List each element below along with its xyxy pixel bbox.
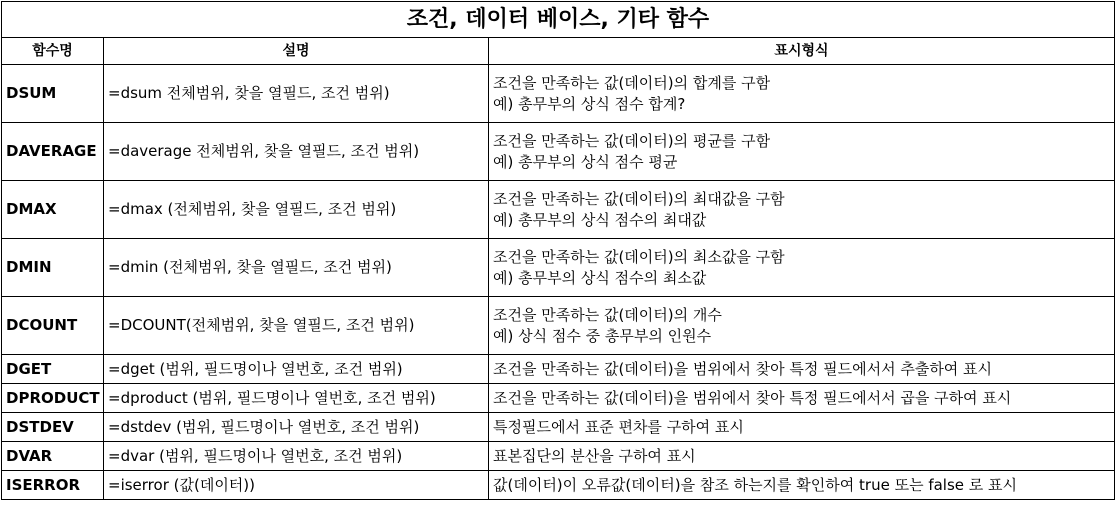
table-row [2, 65, 1115, 123]
display-line: 조건을 만족하는 값(데이터)을 범위에서 찾아 특정 필드에서서 추출하여 표시 [493, 359, 993, 378]
function-syntax-cell: =dsum 전체범위, 찾을 열필드, 조건 범위) [104, 65, 489, 123]
display-line: 조건을 만족하는 값(데이터)의 최소값을 구함 [493, 247, 785, 266]
header-name: 함수명 [2, 38, 104, 65]
display-line: 예) 총무부의 상식 점수 평균 [493, 152, 678, 171]
function-reference-sheet [1, 1, 1116, 519]
function-name-cell: DCOUNT [2, 297, 104, 355]
function-display-cell [489, 442, 1115, 471]
function-name-cell: DPRODUCT [2, 384, 104, 413]
table-row [2, 297, 1115, 355]
function-display-cell [489, 239, 1115, 297]
table-row [2, 239, 1115, 297]
display-line: 조건을 만족하는 값(데이터)의 합계를 구함 [493, 73, 771, 92]
header-syntax: 설명 [104, 38, 489, 65]
table-row [2, 181, 1115, 239]
display-line: 예) 상식 점수 중 총무부의 인원수 [493, 326, 712, 345]
table-row [2, 413, 1115, 442]
function-name-cell: DGET [2, 355, 104, 384]
function-syntax-cell: =dvar (범위, 필드명이나 열번호, 조건 범위) [104, 442, 489, 471]
function-name-cell: DSUM [2, 65, 104, 123]
function-name-cell: DMAX [2, 181, 104, 239]
function-name-cell: ISERROR [2, 471, 104, 500]
function-syntax-cell: =dmax (전체범위, 찾을 열필드, 조건 범위) [104, 181, 489, 239]
function-syntax-cell: =dmin (전체범위, 찾을 열필드, 조건 범위) [104, 239, 489, 297]
function-display-cell [489, 355, 1115, 384]
table-row [2, 355, 1115, 384]
display-line: 예) 총무부의 상식 점수의 최소값 [493, 268, 707, 287]
function-syntax-cell: =iserror (값(데이터)) [104, 471, 489, 500]
function-syntax-cell: =dproduct (범위, 필드명이나 열번호, 조건 범위) [104, 384, 489, 413]
function-name-cell: DVAR [2, 442, 104, 471]
table-row [2, 384, 1115, 413]
table-row [2, 123, 1115, 181]
display-line: 예) 총무부의 상식 점수의 최대값 [493, 210, 707, 229]
display-line: 조건을 만족하는 값(데이터)의 개수 [493, 305, 722, 324]
function-name-cell: DSTDEV [2, 413, 104, 442]
function-display-cell [489, 471, 1115, 500]
display-line: 표본집단의 분산을 구하여 표시 [493, 446, 696, 465]
function-display-cell [489, 65, 1115, 123]
function-display-cell [489, 123, 1115, 181]
function-syntax-cell: =dget (범위, 필드명이나 열번호, 조건 범위) [104, 355, 489, 384]
table-title: 조건, 데이터 베이스, 기타 함수 [2, 2, 1115, 38]
table-body [2, 65, 1115, 500]
table-row [2, 442, 1115, 471]
display-line: 조건을 만족하는 값(데이터)을 범위에서 찾아 특정 필드에서서 곱을 구하여 표시 [493, 388, 1012, 407]
table-row [2, 471, 1115, 500]
display-line: 특정필드에서 표준 편차를 구하여 표시 [493, 417, 744, 436]
function-display-cell [489, 384, 1115, 413]
header-row [2, 38, 1115, 65]
function-display-cell [489, 413, 1115, 442]
function-syntax-cell: =daverage 전체범위, 찾을 열필드, 조건 범위) [104, 123, 489, 181]
display-line: 값(데이터)이 오류값(데이터)을 참조 하는지를 확인하여 true 또는 false 로 표시 [493, 475, 1018, 494]
display-line: 조건을 만족하는 값(데이터)의 평균를 구함 [493, 131, 771, 150]
function-table [1, 1, 1115, 500]
title-row [2, 2, 1115, 38]
function-syntax-cell: =dstdev (범위, 필드명이나 열번호, 조건 범위) [104, 413, 489, 442]
function-name-cell: DAVERAGE [2, 123, 104, 181]
function-syntax-cell: =DCOUNT(전체범위, 찾을 열필드, 조건 범위) [104, 297, 489, 355]
function-name-cell: DMIN [2, 239, 104, 297]
function-display-cell [489, 297, 1115, 355]
display-line: 조건을 만족하는 값(데이터)의 최대값을 구함 [493, 189, 785, 208]
header-display: 표시형식 [489, 38, 1115, 65]
function-display-cell [489, 181, 1115, 239]
display-line: 예) 총무부의 상식 점수 합계? [493, 94, 686, 113]
